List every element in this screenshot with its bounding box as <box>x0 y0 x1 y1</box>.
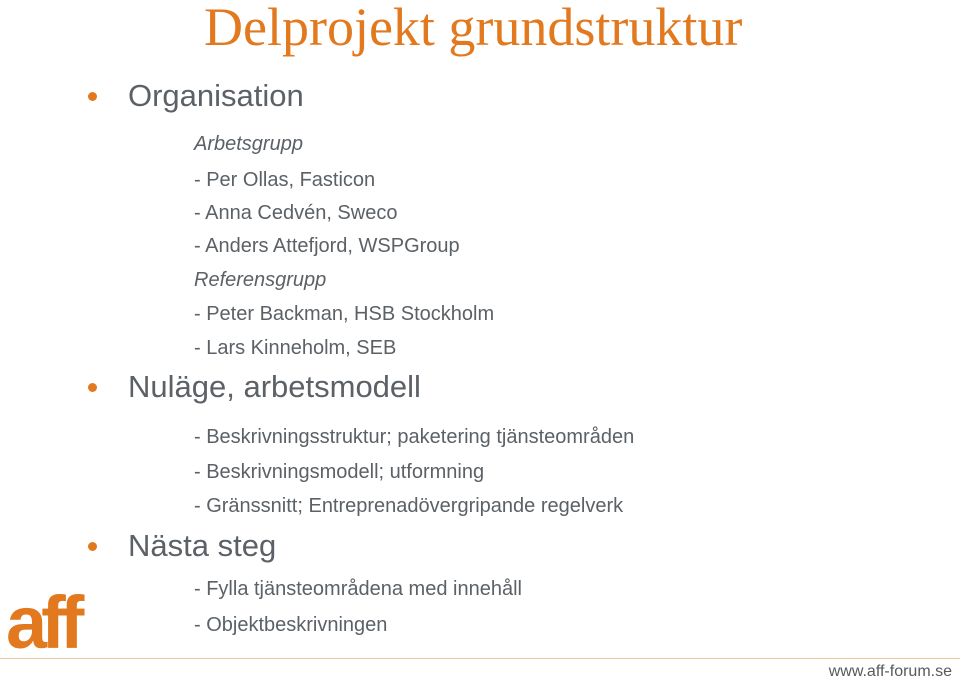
list-item: - Beskrivningsmodell; utformning <box>194 461 485 483</box>
list-item: - Lars Kinneholm, SEB <box>194 337 397 359</box>
list-item: - Gränssnitt; Entreprenadövergripande regelverk <box>194 495 624 517</box>
list-item: - Fylla tjänsteområdena med innehåll <box>194 578 522 600</box>
group-label: Arbetsgrupp <box>194 133 303 155</box>
list-item: - Per Ollas, Fasticon <box>194 169 376 191</box>
aff-logo-icon <box>6 584 96 654</box>
list-item: - Anders Attefjord, WSPGroup <box>194 235 460 257</box>
bullet-organisation <box>88 78 304 114</box>
footer-divider <box>0 658 960 659</box>
list-item: - Anna Cedvén, Sweco <box>194 202 398 224</box>
bullet-nulage <box>88 369 421 405</box>
list-item: - Beskrivningsstruktur; paketering tjänsteområden <box>194 426 635 448</box>
slide-title: Delprojekt grundstruktur <box>204 0 743 57</box>
bullet-dot-icon <box>88 542 97 551</box>
bullet-nasta-steg <box>88 528 276 564</box>
group-label: Referensgrupp <box>194 269 327 291</box>
section-heading: Nuläge, arbetsmodell <box>128 369 421 404</box>
section-heading: Nästa steg <box>128 528 277 563</box>
section-heading: Organisation <box>128 78 304 113</box>
list-item: - Peter Backman, HSB Stockholm <box>194 303 495 325</box>
bullet-dot-icon <box>88 383 97 392</box>
logo-text: aff <box>6 584 79 654</box>
list-item: - Objektbeskrivningen <box>194 614 388 636</box>
bullet-dot-icon <box>88 92 97 101</box>
footer-url: www.aff-forum.se <box>828 663 952 680</box>
